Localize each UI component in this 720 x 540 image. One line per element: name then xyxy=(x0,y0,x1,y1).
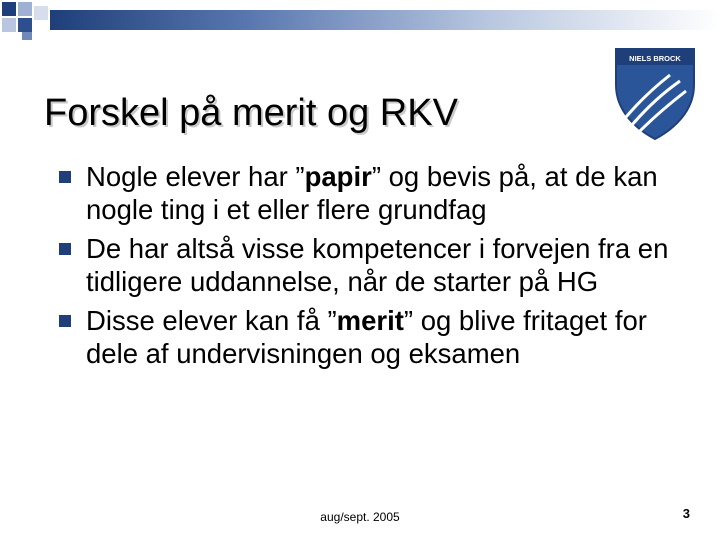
bullet-marker xyxy=(59,171,71,183)
bullet-text: De har altså visse kompetencer i forvejen fra en tidligere uddannelse, når de starter på HG xyxy=(86,233,669,297)
niels-brock-logo xyxy=(612,45,698,141)
bullet-list xyxy=(60,160,700,370)
list-item xyxy=(60,232,700,298)
bullet-marker xyxy=(59,315,71,327)
header-gradient-bar xyxy=(50,10,720,30)
list-item xyxy=(60,304,700,370)
list-item xyxy=(60,160,700,226)
slide-title: Forskel på merit og RKV xyxy=(44,92,458,135)
bullet-text: Nogle elever har ”papir” og bevis på, at de kan nogle ting i et eller flere grundfag xyxy=(86,161,658,225)
logo-text: NIELS BROCK xyxy=(629,54,681,63)
footer-date: aug/sept. 2005 xyxy=(320,510,400,524)
bullet-text: Disse elever kan få ”merit” og blive fritaget for dele af undervisningen og eksamen xyxy=(86,305,647,369)
bullet-marker xyxy=(59,243,71,255)
page-number: 3 xyxy=(682,506,690,521)
